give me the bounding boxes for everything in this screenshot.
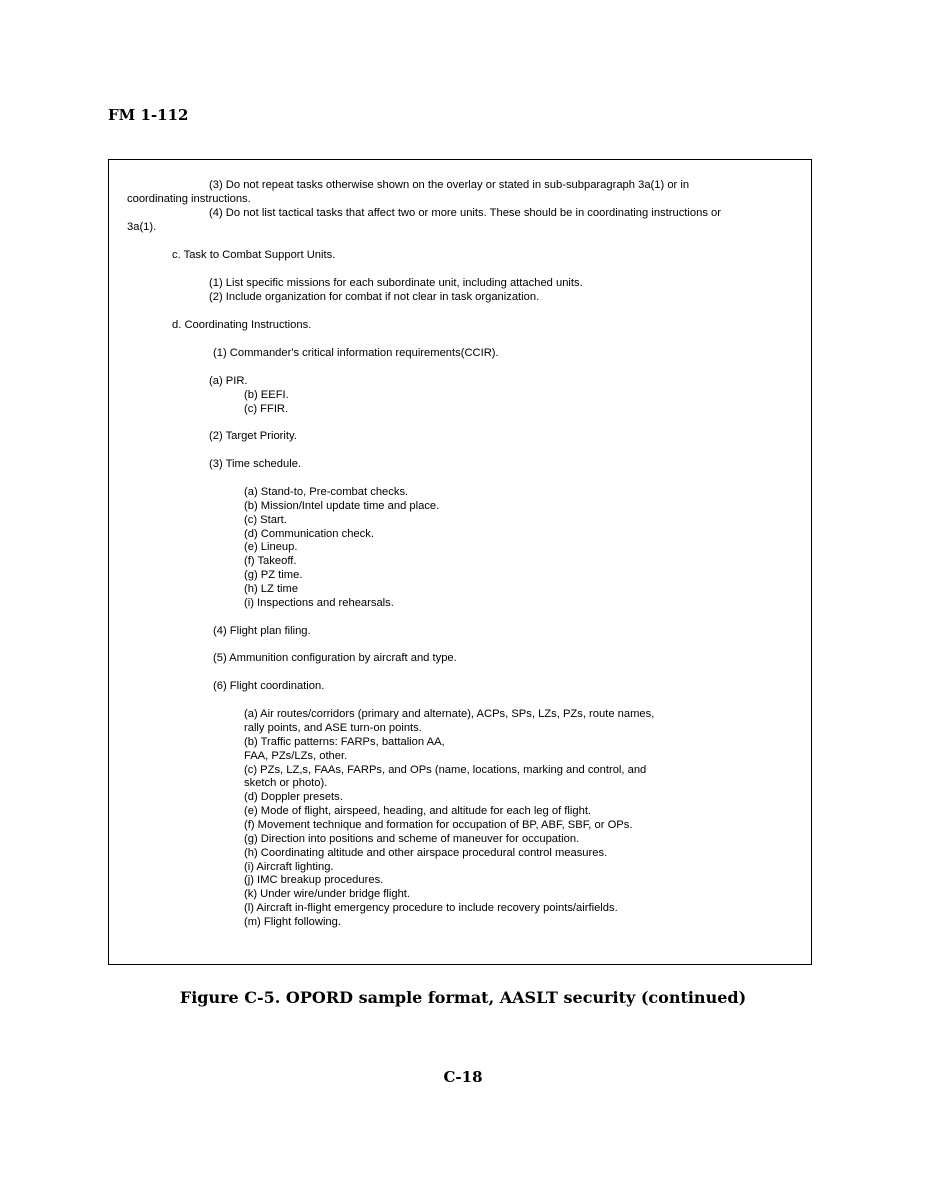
text-line: FAA, PZs/LZs, other.: [244, 750, 348, 762]
text-line: (a) Stand-to, Pre-combat checks.: [244, 486, 409, 498]
text-line: (4) Do not list tactical tasks that affect two or more units. These should be in coordinating instructions or: [209, 207, 721, 219]
text-line: (a) PIR.: [209, 375, 248, 387]
text-line: (l) Aircraft in-flight emergency procedure to include recovery points/airfields.: [244, 902, 618, 914]
text-line: (h) LZ time: [244, 583, 299, 595]
text-line: (c) FFIR.: [244, 403, 289, 415]
text-line: (3) Time schedule.: [209, 458, 302, 470]
text-line: (2) Target Priority.: [209, 430, 297, 442]
text-line: d. Coordinating Instructions.: [172, 319, 312, 331]
text-line: (f) Takeoff.: [244, 555, 297, 567]
text-line: (i) Inspections and rehearsals.: [244, 597, 394, 609]
text-line: (3) Do not repeat tasks otherwise shown on the overlay or stated in sub-subparagraph 3a(1) or in: [209, 179, 690, 191]
text-line: (h) Coordinating altitude and other airspace procedural control measures.: [244, 847, 608, 859]
text-line: (i) Aircraft lighting.: [244, 861, 334, 873]
text-line: (e) Lineup.: [244, 541, 298, 553]
text-line: c. Task to Combat Support Units.: [172, 249, 336, 261]
document-id: FM 1-112: [108, 106, 189, 124]
text-line: (c) Start.: [244, 514, 287, 526]
text-line: 3a(1).: [127, 221, 157, 233]
text-line: (1) List specific missions for each subordinate unit, including attached units.: [209, 277, 583, 289]
text-line: (j) IMC breakup procedures.: [244, 874, 384, 886]
text-line: (c) PZs, LZ,s, FAAs, FARPs, and OPs (name, locations, marking and control, and: [244, 764, 647, 776]
text-line: (g) PZ time.: [244, 569, 303, 581]
text-line: (1) Commander's critical information requirements(CCIR).: [213, 347, 499, 359]
text-line: (d) Doppler presets.: [244, 791, 343, 803]
text-line: (5) Ammunition configuration by aircraft and type.: [213, 652, 457, 664]
text-line: sketch or photo).: [244, 777, 328, 789]
text-line: rally points, and ASE turn-on points.: [244, 722, 422, 734]
text-line: (6) Flight coordination.: [213, 680, 325, 692]
text-line: (4) Flight plan filing.: [213, 625, 311, 637]
text-line: (g) Direction into positions and scheme of maneuver for occupation.: [244, 833, 580, 845]
text-line: (2) Include organization for combat if not clear in task organization.: [209, 291, 540, 303]
text-line: (d) Communication check.: [244, 528, 374, 540]
figure-caption: Figure C-5. OPORD sample format, AASLT security (continued): [179, 988, 747, 1007]
text-line: (f) Movement technique and formation for occupation of BP, ABF, SBF, or OPs.: [244, 819, 633, 831]
text-line: (a) Air routes/corridors (primary and alternate), ACPs, SPs, LZs, PZs, route names,: [244, 708, 655, 720]
text-line: (b) Mission/Intel update time and place.: [244, 500, 440, 512]
text-line: (b) EEFI.: [244, 389, 289, 401]
text-line: (b) Traffic patterns: FARPs, battalion AA,: [244, 736, 445, 748]
page-number: C-18: [443, 1068, 483, 1086]
text-line: (k) Under wire/under bridge flight.: [244, 888, 411, 900]
text-line: (e) Mode of flight, airspeed, heading, and altitude for each leg of flight.: [244, 805, 592, 817]
text-line: coordinating instructions.: [127, 193, 251, 205]
text-line: (m) Flight following.: [244, 916, 341, 928]
